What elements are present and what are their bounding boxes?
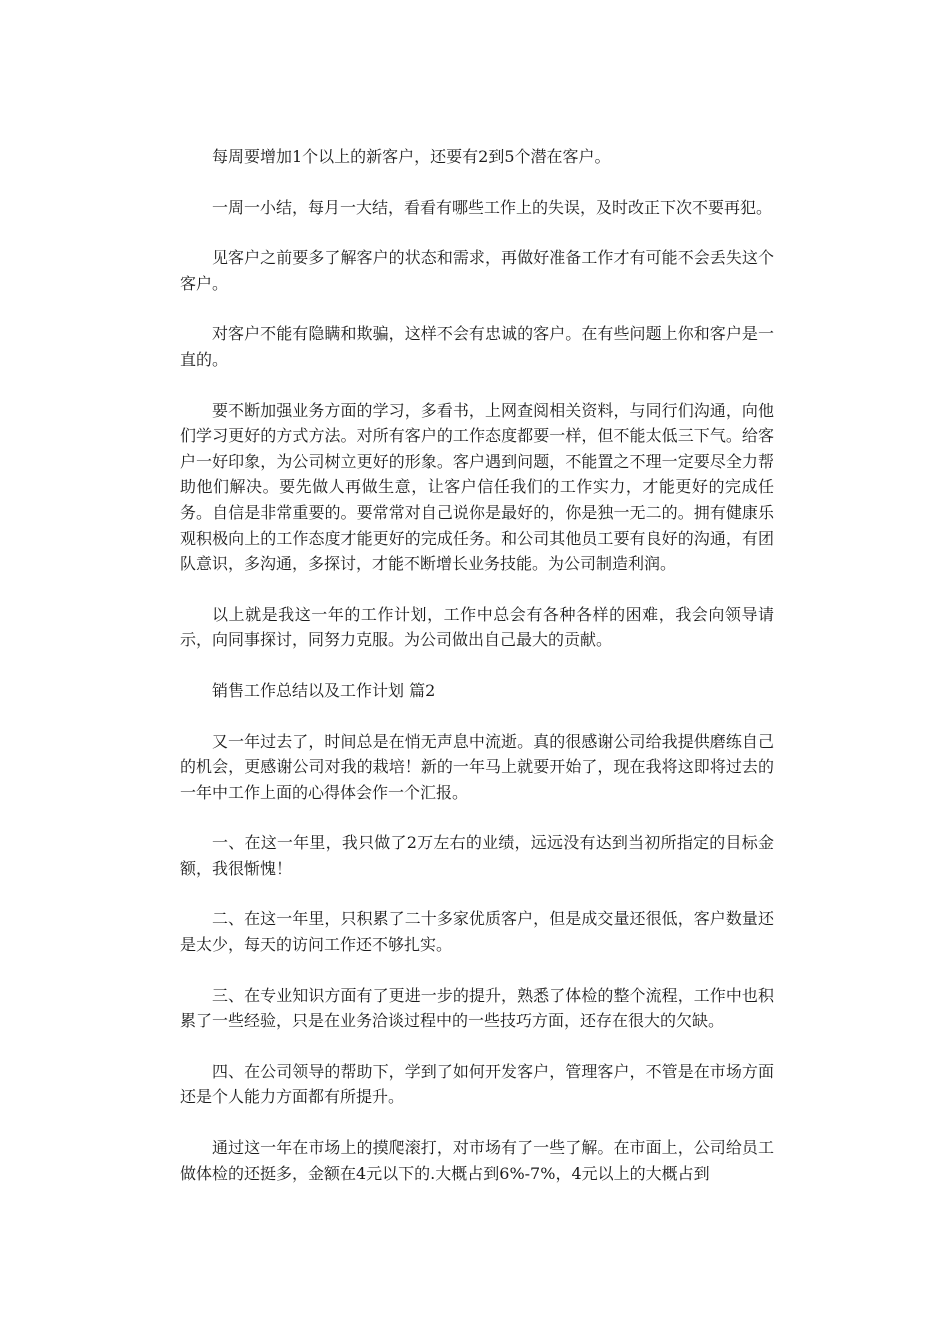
paragraph-know-client: 见客户之前要多了解客户的状态和需求，再做好准备工作才有可能不会丢失这个客户。 <box>180 248 774 293</box>
paragraph-point-four: 四、在公司领导的帮助下，学到了如何开发客户，管理客户，不管是在市场方面还是个人能力方面都有所提升。 <box>180 1061 774 1107</box>
paragraph-plan-conclusion: 以上就是我这一年的工作计划，工作中总会有各种各样的困难，我会向领导请示，向同事探讨，同努力克服。为公司做出自己最大的贡献。 <box>180 604 774 650</box>
paragraph-year-intro: 又一年过去了，时间总是在悄无声息中流逝。真的很感谢公司给我提供磨练自己的机会，更感谢公司对我的栽培！新的一年马上就要开始了，现在我将这即将过去的一年中工作上面的心得体会作一个汇报。 <box>180 731 774 802</box>
paragraph-learning: 要不断加强业务方面的学习，多看书，上网查阅相关资料，与同行们沟通，向他们学习更好的方式方法。对所有客户的工作态度都要一样，但不能太低三下气。给客户一好印象，为公司树立更好的形象。客户遇到问题，不能置之不理一定要尽全力帮助他们解决。要先做人再做生意，让客户信任我们的工作实力，才能更好的完成任务。自信是非常重要的。要常常对自己说你是最好的，你是独一无二的。拥有健康乐观积极向上的工作态度才能更好的完成任务。和公司其他员工要有良好的沟通，有团队意识，多沟通，多探讨，才能不断增长业务技能。为公司制造利润。 <box>180 400 774 574</box>
paragraph-honesty: 对客户不能有隐瞒和欺骗，这样不会有忠诚的客户。在有些问题上你和客户是一直的。 <box>180 324 774 369</box>
document-body <box>180 144 774 1211</box>
paragraph-point-three: 三、在专业知识方面有了更进一步的提升，熟悉了体检的整个流程，工作中也积累了一些经验，只是在业务洽谈过程中的一些技巧方面，还存在很大的欠缺。 <box>180 985 774 1031</box>
paragraph-weekly-summary: 一周一小结，每月一大结，看看有哪些工作上的失误，及时改正下次不要再犯。 <box>212 197 773 217</box>
paragraph-point-two: 二、在这一年里，只积累了二十多家优质客户，但是成交量还很低，客户数量还是太少，每天的访问工作还不够扎实。 <box>180 909 774 955</box>
paragraph-point-one: 一、在这一年里，我只做了2万左右的业绩，远远没有达到当初所指定的目标金额，我很惭愧！ <box>180 833 774 878</box>
section-heading: 销售工作总结以及工作计划 篇2 <box>212 680 436 700</box>
paragraph-new-clients: 每周要增加1个以上的新客户，还要有2到5个潜在客户。 <box>212 147 611 166</box>
paragraph-market: 通过这一年在市场上的摸爬滚打，对市场有了一些了解。在市面上，公司给员工做体检的还挺多，金额在4元以下的.大概占到6%-7%，4元以上的大概占到 <box>180 1138 774 1183</box>
